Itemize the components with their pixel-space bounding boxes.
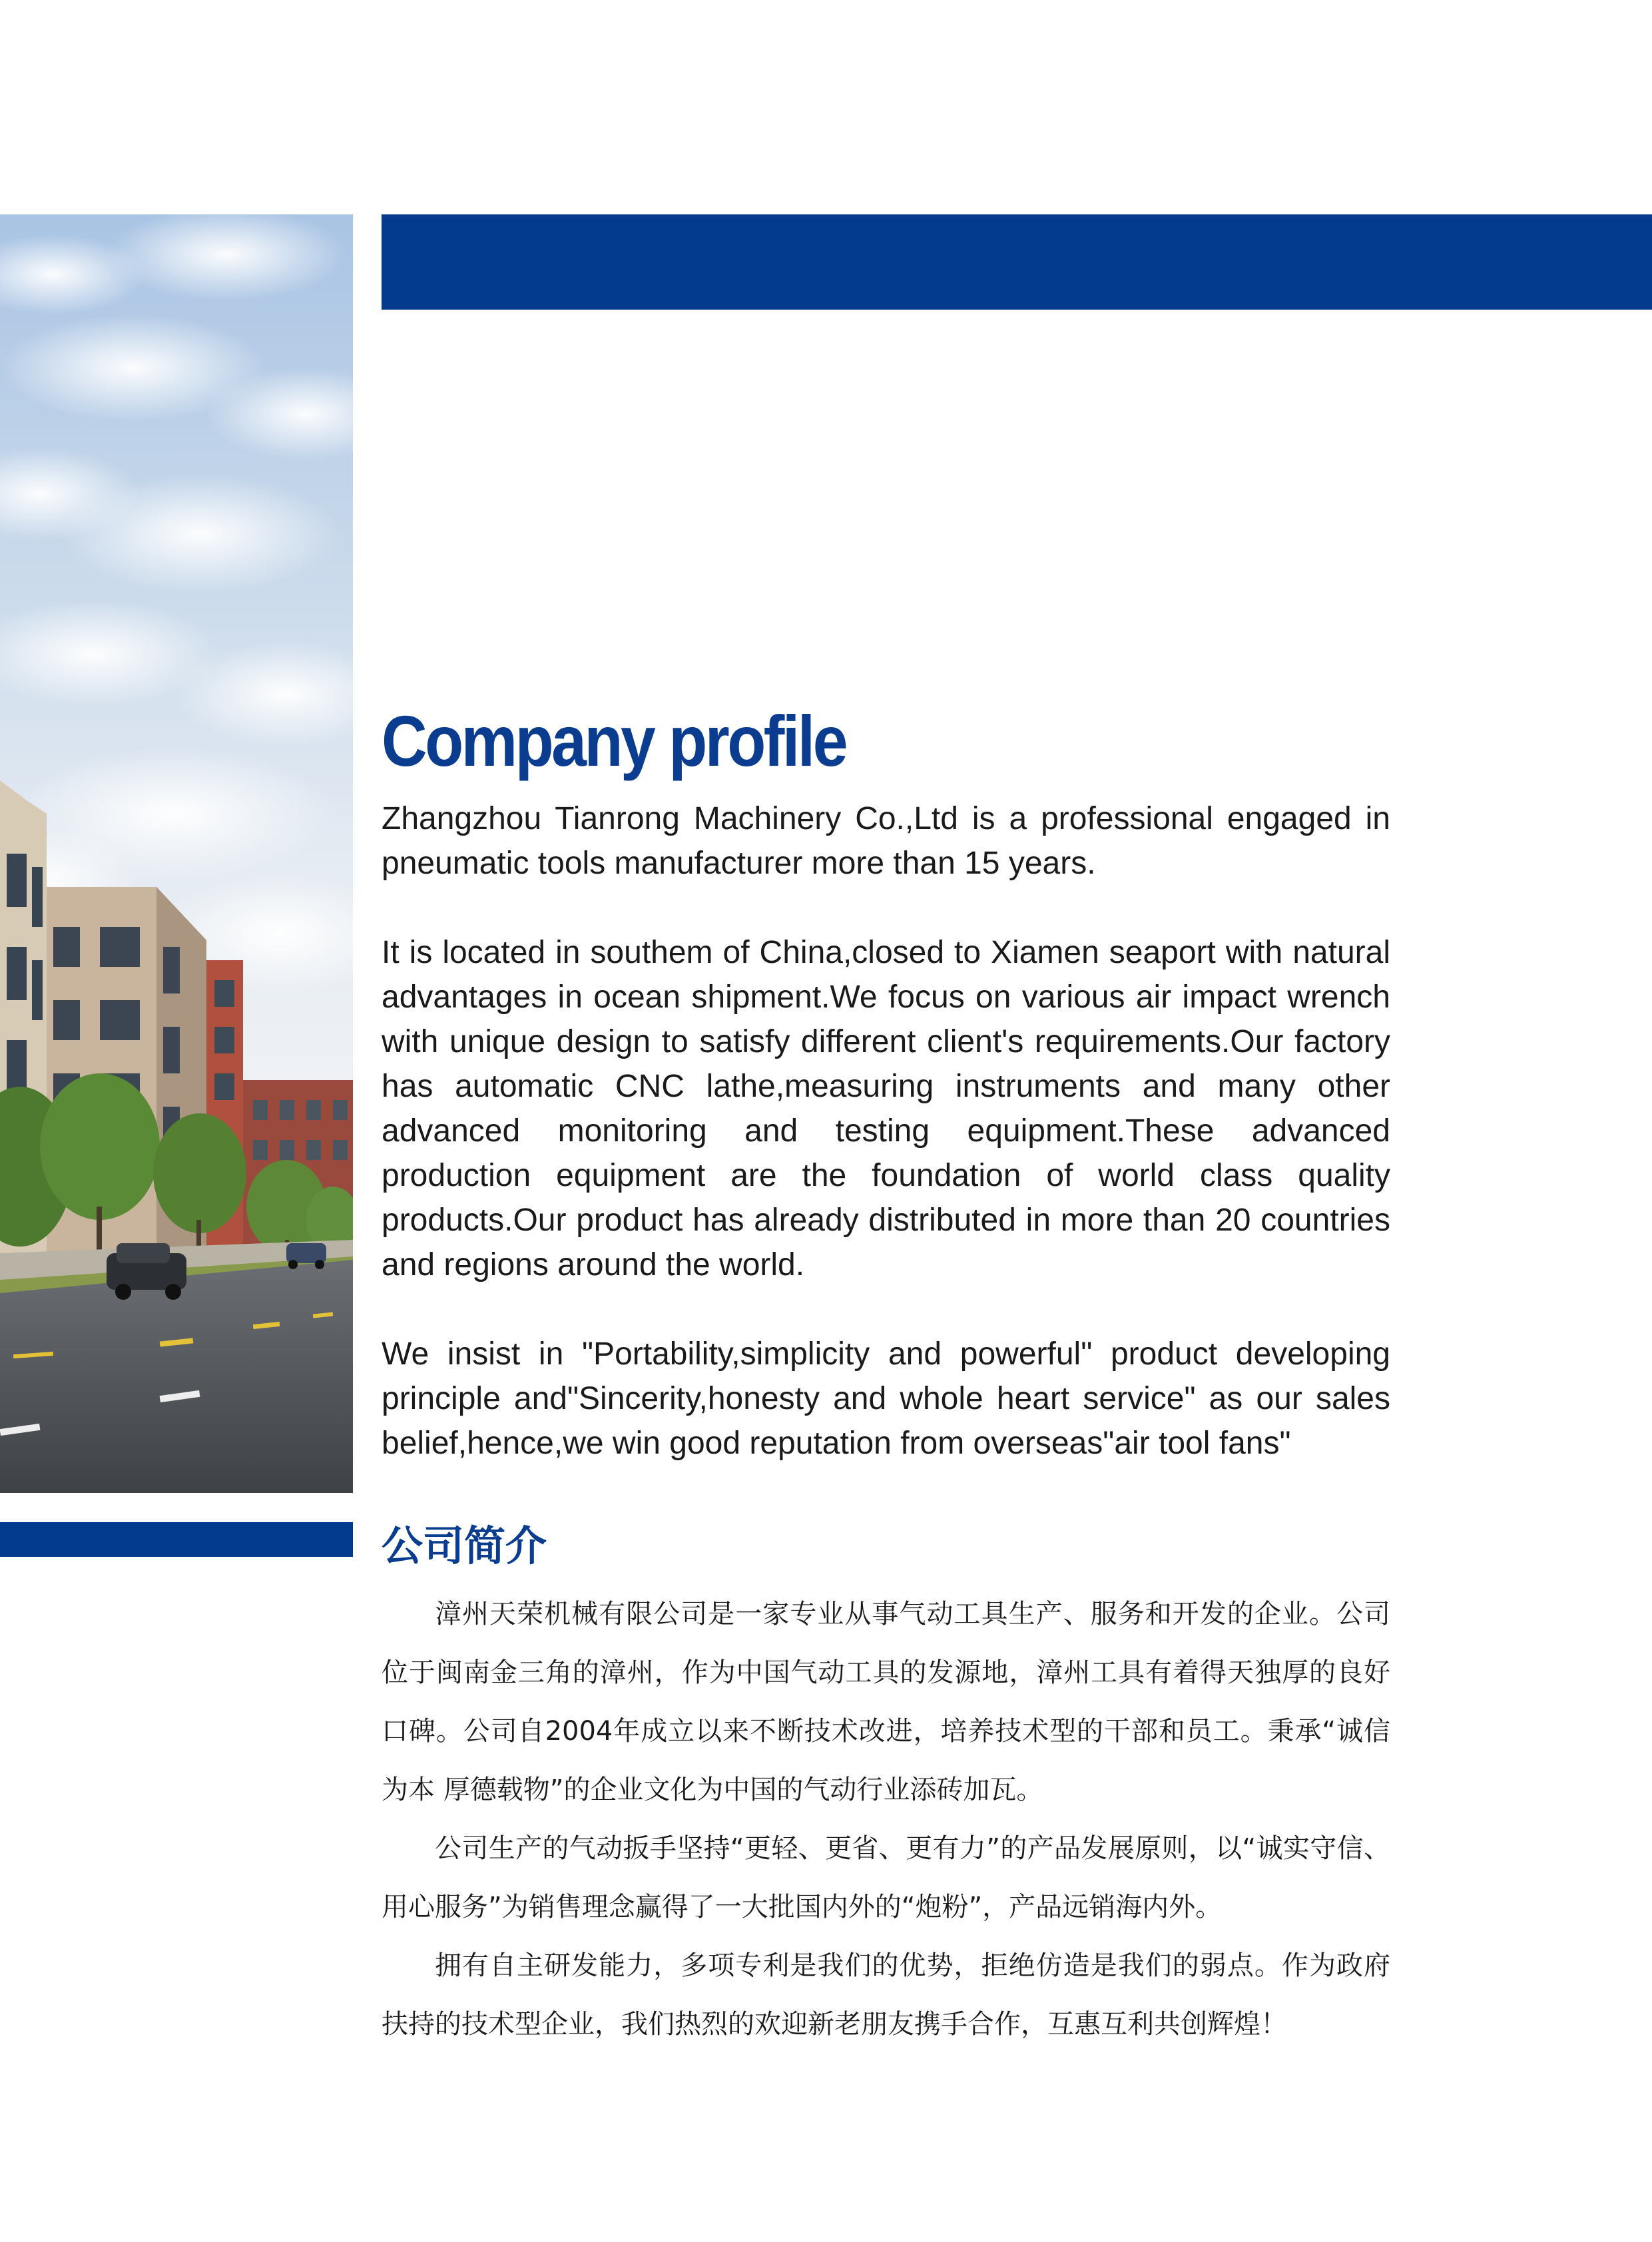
english-paragraph: We insist in "Portability,simplicity and powerful" product developing principle and"Sincerity,honesty and whole heart service" as our sales belief,hence,we win good reputation from overseas"air tool fans" [382, 1336, 1390, 1461]
chinese-section-title: 公司简介 [382, 1522, 547, 1570]
chinese-paragraph: 公司生产的气动扳手坚持“更轻、更省、更有力”的产品发展原则，以“诚实守信、用心服务”为销售理念赢得了一大批国内外的“炮粉”，产品远销海内外。 [382, 1833, 1390, 1922]
page-title: Company profile [382, 701, 846, 781]
factory-photo [0, 214, 353, 1493]
english-paragraph: It is located in southem of China,closed to Xiamen seaport with natural advantages in ocean shipment.We focus on various air impact wrench with unique design to satisfy different client's requirements.Our factory has automatic CNC lathe,measuring instruments and many other advanced monitoring and testing equipment.These advanced production equipment are the foundation of world class quality products.Our product has already distributed in more than 20 countries and regions around the world. [382, 935, 1390, 1282]
section-accent-bar [0, 1522, 353, 1557]
english-profile [382, 796, 1390, 1466]
chinese-paragraph: 拥有自主研发能力，多项专利是我们的优势，拒绝仿造是我们的弱点。作为政府扶持的技术型企业，我们热烈的欢迎新老朋友携手合作，互惠互利共创辉煌！ [382, 1950, 1390, 2040]
chinese-paragraph: 漳州天荣机械有限公司是一家专业从事气动工具生产、服务和开发的企业。公司位于闽南金三角的漳州，作为中国气动工具的发源地，漳州工具有着得天独厚的良好口碑。公司自2004年成立以来不断技术改进，培养技术型的干部和员工。秉承“诚信为本 厚德载物”的企业文化为中国的气动行业添砖加瓦。 [382, 1599, 1390, 1805]
chinese-profile [382, 1585, 1390, 2054]
english-paragraph: Zhangzhou Tianrong Machinery Co.,Ltd is a professional engaged in pneumatic tools manufacturer more than 15 years. [382, 801, 1390, 881]
header-band [382, 214, 1652, 310]
